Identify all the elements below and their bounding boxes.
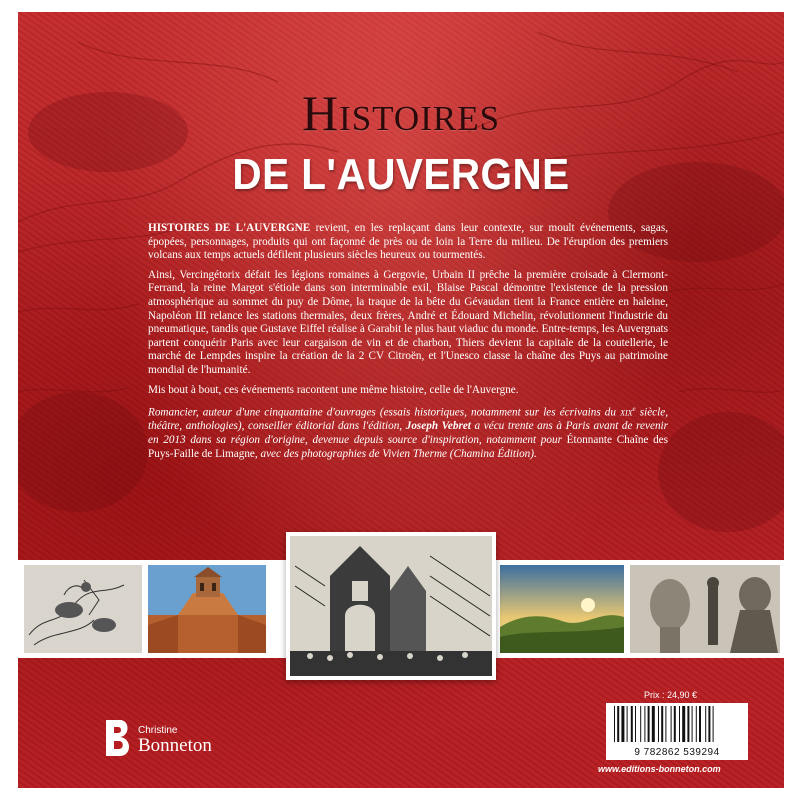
barcode-bar	[635, 706, 636, 742]
barcode-bar	[617, 706, 619, 742]
bio-part-2: siècle, théâtre, anthologies), conseiller éditorial dans l'édition,	[148, 406, 668, 433]
barcode-bar	[648, 706, 650, 742]
publisher-name-big: Bonneton	[138, 735, 212, 756]
barcode-bar	[671, 706, 672, 742]
summary-text	[148, 222, 668, 467]
paragraph-1	[148, 222, 668, 263]
barcode-bar	[644, 706, 645, 742]
barcode-bar	[708, 706, 710, 742]
paragraph-1-lead: HISTOIRES DE L'AUVERGNE	[148, 222, 311, 234]
paragraph-3: Mis bout à bout, ces événements racontent une même histoire, celle de l'Auvergne.	[148, 383, 519, 396]
title-histoires: Histoires	[301, 85, 501, 141]
barcode-bar	[631, 706, 633, 742]
website: www.editions-bonneton.com	[598, 764, 721, 774]
bonneton-b-icon	[104, 718, 134, 758]
barcode-bar	[661, 706, 663, 742]
bio-book-title: Étonnante Chaîne des Puys-Faille de Limagne	[148, 434, 668, 460]
barcode-bar	[679, 706, 680, 742]
author-name: Joseph Vebret	[405, 420, 471, 433]
photo-romanesque-church	[148, 565, 266, 653]
barcode-bar	[696, 706, 697, 742]
paragraph-1-rest: revient, en les replaçant dans leur contexte, sur moult événements, sagas, épopées, personnages, produits qui ont façonné de près ou de loin la Terre du milieu. De l'éruption des premiers volcans aux temps actuels défilent plusieurs siècles heureux ou tourmentés.	[148, 222, 668, 262]
barcode-bar	[627, 706, 628, 742]
title-de-lauvergne	[49, 150, 754, 200]
bio-part-4: , avec des photographies de Vivien Therme (Chamina Édition).	[254, 447, 537, 460]
price: Prix : 24,90 €	[644, 690, 698, 700]
barcode-bar	[687, 706, 689, 742]
bio-century-sup: e	[632, 405, 636, 414]
bio-part-1: Romancier, auteur d'une cinquantaine d'ouvrages (essais historiques, notamment sur les écrivains du	[148, 406, 621, 419]
barcode-bar	[621, 706, 624, 742]
bio-part-3: a vécu trente ans à Paris avant de revenir en 2013 dans sa région d'origine, devenue depuis source d'inspiration, notamment pour	[148, 420, 669, 447]
isbn-digits: 9 782862 539294	[634, 747, 720, 758]
photo-volcano-landscape	[500, 565, 624, 653]
publisher-name-small: Christine	[138, 725, 178, 736]
photo-engraving-battle	[24, 565, 142, 653]
barcode-bar	[699, 706, 701, 742]
author-bio	[148, 403, 668, 461]
barcode-bar	[640, 706, 641, 742]
barcode-bars	[606, 706, 748, 750]
barcode-bar	[705, 706, 706, 742]
barcode-bar	[658, 706, 659, 742]
photo-sculpture-heads	[630, 565, 780, 653]
back-cover	[18, 12, 784, 788]
paragraph-2: Ainsi, Vercingétorix défait les légions romaines à Gergovie, Urbain II prêche la première croisade à Clermont-Ferrand, la reine Margot s'étiole dans son interminable exil, Blaise Pascal démontre l'existence de la pression atmosphérique au sommet du puy de Dôme, la traque de la bête du Gévaudan tient la France entière en haleine, Napoléon III relance les stations thermales, deux frères, André et Édouard Michelin, révolutionnent l'industrie du pneumatique, tandis que Gustave Eiffel réalise à Garabit le plus haut viaduc du monde. Entre-temps, les Auvergnats partent conquérir Paris avec leur cargaison de vin et de charbon, Thiers devient la capitale de la coutellerie, le marché de Lempdes inspire la création de la 2 CV Citroën, et l'Unesco classe la chaîne des Puys au patrimoine mondial de l'humanité.	[148, 268, 668, 376]
barcode-bar	[652, 706, 655, 742]
title-de-lauvergne-text: DE L'AUVERGNE	[232, 150, 570, 199]
barcode-bar	[692, 706, 693, 742]
barcode-bar	[614, 706, 615, 742]
barcode	[606, 703, 748, 760]
photo-cathedral-engraving	[286, 532, 496, 680]
barcode-bar	[665, 706, 666, 742]
barcode-bar	[674, 706, 676, 742]
barcode-bar	[713, 706, 714, 742]
barcode-bar	[682, 706, 685, 742]
bio-century: xix	[620, 406, 633, 419]
